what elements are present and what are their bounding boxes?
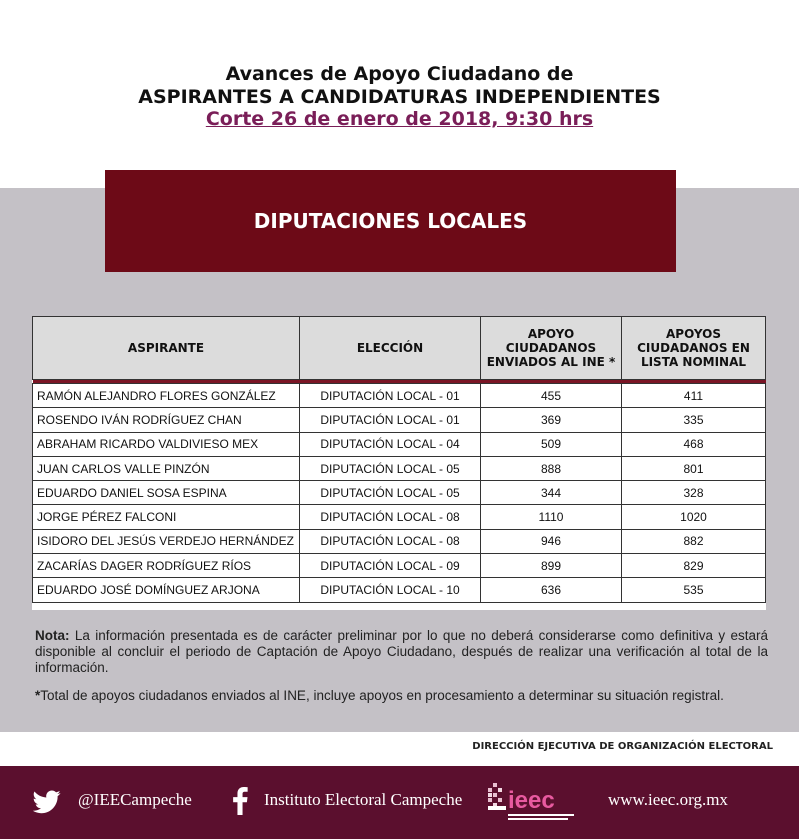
- col-header-eleccion: ELECCIÓN: [300, 317, 481, 380]
- table-row: [33, 505, 766, 529]
- website-link[interactable]: www.ieec.org.mx: [608, 790, 728, 809]
- results-table-panel: [32, 316, 766, 610]
- title-line-1: Avances de Apoyo Ciudadano de: [225, 63, 574, 85]
- cell-enviados: 946: [481, 529, 622, 553]
- cell-aspirante: RAMÓN ALEJANDRO FLORES GONZÁLEZ: [33, 384, 300, 408]
- title-line-2: ASPIRANTES A CANDIDATURAS INDEPENDIENTES: [138, 86, 661, 108]
- header: [0, 0, 799, 188]
- table-row: [33, 408, 766, 432]
- table-row: [33, 456, 766, 480]
- cell-lista-nominal: 829: [622, 554, 766, 578]
- table-row: [33, 432, 766, 456]
- table-row: [33, 384, 766, 408]
- cell-eleccion: DIPUTACIÓN LOCAL - 09: [300, 554, 481, 578]
- table-row: [33, 578, 766, 602]
- cell-eleccion: DIPUTACIÓN LOCAL - 05: [300, 456, 481, 480]
- cell-eleccion: DIPUTACIÓN LOCAL - 01: [300, 408, 481, 432]
- cell-aspirante: JUAN CARLOS VALLE PINZÓN: [33, 456, 300, 480]
- cell-eleccion: DIPUTACIÓN LOCAL - 10: [300, 578, 481, 602]
- cell-enviados: 899: [481, 554, 622, 578]
- footer: [0, 766, 799, 839]
- cell-lista-nominal: 1020: [622, 505, 766, 529]
- cell-lista-nominal: 411: [622, 384, 766, 408]
- col-header-enviados-ine: APOYO CIUDADANOS ENVIADOS AL INE *: [481, 317, 622, 380]
- facebook-page[interactable]: Instituto Electoral Campeche: [264, 790, 463, 809]
- cell-enviados: 509: [481, 432, 622, 456]
- asterisk-note: [35, 688, 768, 704]
- cell-aspirante: ISIDORO DEL JESÚS VERDEJO HERNÁNDEZ: [33, 529, 300, 553]
- section-banner: [105, 170, 676, 272]
- twitter-icon[interactable]: [33, 790, 61, 814]
- ieec-logo-text: ieec: [508, 787, 555, 814]
- cell-enviados: 455: [481, 384, 622, 408]
- table-row: [33, 554, 766, 578]
- cell-aspirante: EDUARDO DANIEL SOSA ESPINA: [33, 481, 300, 505]
- cell-eleccion: DIPUTACIÓN LOCAL - 08: [300, 505, 481, 529]
- cell-aspirante: ZACARÍAS DAGER RODRÍGUEZ RÍOS: [33, 554, 300, 578]
- cell-aspirante: ROSENDO IVÁN RODRÍGUEZ CHAN: [33, 408, 300, 432]
- cell-lista-nominal: 535: [622, 578, 766, 602]
- preliminary-note: [35, 628, 768, 676]
- cell-lista-nominal: 468: [622, 432, 766, 456]
- table-row: [33, 529, 766, 553]
- cell-eleccion: DIPUTACIÓN LOCAL - 08: [300, 529, 481, 553]
- cell-aspirante: EDUARDO JOSÉ DOMÍNGUEZ ARJONA: [33, 578, 300, 602]
- cutoff-date: Corte 26 de enero de 2018, 9:30 hrs: [205, 108, 594, 130]
- asterisk-text: Total de apoyos ciudadanos enviados al INE, incluye apoyos en procesamiento a determinar su situación registral.: [40, 688, 724, 703]
- cell-enviados: 636: [481, 578, 622, 602]
- section-title: DIPUTACIONES LOCALES: [253, 209, 528, 233]
- twitter-handle[interactable]: @IEECampeche: [78, 790, 192, 809]
- note-text: La información presentada es de carácter preliminar por lo que no deberá considerarse como definitiva y estará disponible al concluir el periodo de Captación de Apoyo Ciudadano, después de realizar una verificación al total de la información.: [35, 628, 768, 675]
- cell-enviados: 369: [481, 408, 622, 432]
- facebook-icon[interactable]: [228, 787, 252, 815]
- cell-enviados: 1110: [481, 505, 622, 529]
- cell-enviados: 344: [481, 481, 622, 505]
- cell-lista-nominal: 882: [622, 529, 766, 553]
- results-table: [32, 316, 766, 603]
- table-row: [33, 481, 766, 505]
- cell-aspirante: ABRAHAM RICARDO VALDIVIESO MEX: [33, 432, 300, 456]
- cell-eleccion: DIPUTACIÓN LOCAL - 04: [300, 432, 481, 456]
- asterisk-mark: *: [35, 688, 41, 703]
- col-header-aspirante: ASPIRANTE: [33, 317, 300, 380]
- cell-aspirante: JORGE PÉREZ FALCONI: [33, 505, 300, 529]
- direction-label: DIRECCIÓN EJECUTIVA DE ORGANIZACIÓN ELECTORAL: [472, 741, 773, 752]
- col-header-lista-nominal: APOYOS CIUDADANOS EN LISTA NOMINAL: [622, 317, 766, 380]
- note-label: Nota:: [35, 628, 70, 643]
- ieec-logo: [486, 778, 582, 826]
- cell-lista-nominal: 328: [622, 481, 766, 505]
- cell-eleccion: DIPUTACIÓN LOCAL - 05: [300, 481, 481, 505]
- cell-eleccion: DIPUTACIÓN LOCAL - 01: [300, 384, 481, 408]
- cell-enviados: 888: [481, 456, 622, 480]
- table-header-row: [33, 317, 766, 380]
- cell-lista-nominal: 335: [622, 408, 766, 432]
- cell-lista-nominal: 801: [622, 456, 766, 480]
